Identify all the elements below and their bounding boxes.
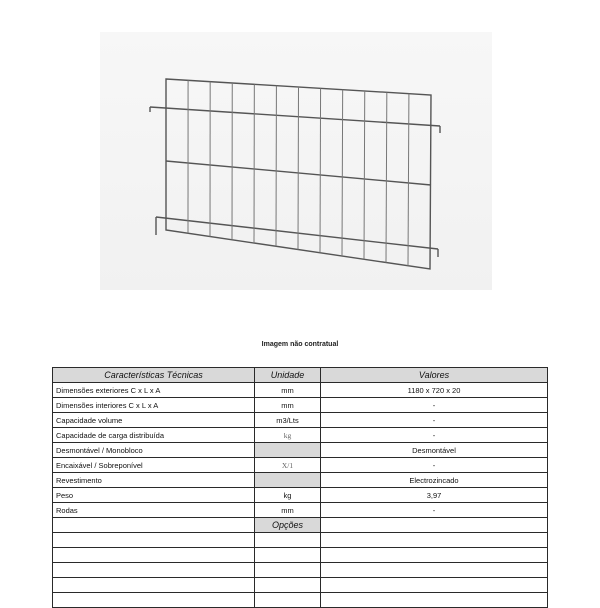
blank-cell bbox=[255, 548, 321, 563]
row-value: - bbox=[321, 398, 548, 413]
table-row bbox=[53, 413, 548, 428]
table-header-row bbox=[53, 368, 548, 383]
options-blank-row bbox=[53, 548, 548, 563]
row-value: 3,97 bbox=[321, 488, 548, 503]
options-header-row bbox=[53, 518, 548, 533]
row-value: 1180 x 720 x 20 bbox=[321, 383, 548, 398]
row-label: Dimensões interiores C x L x A bbox=[53, 398, 255, 413]
options-blank-cell bbox=[321, 518, 548, 533]
mesh-vertical-wire bbox=[408, 94, 409, 266]
row-value: Desmontável bbox=[321, 443, 548, 458]
row-value: - bbox=[321, 413, 548, 428]
disclaimer-caption: Imagem não contratual bbox=[0, 341, 600, 348]
blank-cell bbox=[53, 548, 255, 563]
table-row bbox=[53, 503, 548, 518]
blank-cell bbox=[321, 548, 548, 563]
row-unit: mm bbox=[255, 398, 321, 413]
row-value: - bbox=[321, 428, 548, 443]
blank-cell bbox=[321, 533, 548, 548]
row-unit: m3/Lts bbox=[255, 413, 321, 428]
technical-specs-table bbox=[52, 367, 548, 608]
row-unit: mm bbox=[255, 383, 321, 398]
row-unit: kg bbox=[255, 488, 321, 503]
mesh-vertical-wire bbox=[342, 90, 343, 256]
mesh-top-bar bbox=[150, 107, 440, 126]
blank-cell bbox=[53, 593, 255, 608]
options-blank-cell bbox=[53, 518, 255, 533]
table-row bbox=[53, 428, 548, 443]
table-body bbox=[53, 383, 548, 608]
row-value: - bbox=[321, 503, 548, 518]
blank-cell bbox=[53, 533, 255, 548]
table-row bbox=[53, 488, 548, 503]
row-label: Capacidade volume bbox=[53, 413, 255, 428]
blank-cell bbox=[255, 593, 321, 608]
blank-cell bbox=[321, 563, 548, 578]
mesh-vertical-wire bbox=[386, 92, 387, 262]
table-row bbox=[53, 398, 548, 413]
table-row bbox=[53, 383, 548, 398]
options-blank-row bbox=[53, 533, 548, 548]
row-label: Rodas bbox=[53, 503, 255, 518]
options-blank-row bbox=[53, 578, 548, 593]
table-row bbox=[53, 473, 548, 488]
row-unit: X/1 bbox=[255, 458, 321, 473]
blank-cell bbox=[321, 578, 548, 593]
blank-cell bbox=[255, 563, 321, 578]
header-characteristics: Características Técnicas bbox=[53, 368, 255, 383]
row-label: Capacidade de carga distribuída bbox=[53, 428, 255, 443]
blank-cell bbox=[53, 563, 255, 578]
row-unit: mm bbox=[255, 503, 321, 518]
row-label: Peso bbox=[53, 488, 255, 503]
wire-mesh-panel-icon bbox=[100, 32, 492, 290]
row-unit bbox=[255, 443, 321, 458]
options-blank-row bbox=[53, 593, 548, 608]
row-label: Desmontável / Monobloco bbox=[53, 443, 255, 458]
table-row bbox=[53, 458, 548, 473]
options-blank-row bbox=[53, 563, 548, 578]
options-label: Opções bbox=[255, 518, 321, 533]
blank-cell bbox=[321, 593, 548, 608]
row-unit: kg bbox=[255, 428, 321, 443]
blank-cell bbox=[255, 533, 321, 548]
table-row bbox=[53, 443, 548, 458]
row-label: Encaixável / Sobreponível bbox=[53, 458, 255, 473]
mesh-vertical-wire bbox=[364, 91, 365, 259]
blank-cell bbox=[255, 578, 321, 593]
mesh-vertical-wire bbox=[298, 87, 299, 250]
row-value: Electrozincado bbox=[321, 473, 548, 488]
mesh-vertical-wire bbox=[320, 88, 321, 252]
header-unit: Unidade bbox=[255, 368, 321, 383]
mesh-bottom-bar bbox=[156, 217, 438, 249]
row-unit bbox=[255, 473, 321, 488]
row-label: Dimensões exteriores C x L x A bbox=[53, 383, 255, 398]
product-image bbox=[100, 32, 492, 290]
header-values: Valores bbox=[321, 368, 548, 383]
row-label: Revestimento bbox=[53, 473, 255, 488]
blank-cell bbox=[53, 578, 255, 593]
row-value: - bbox=[321, 458, 548, 473]
